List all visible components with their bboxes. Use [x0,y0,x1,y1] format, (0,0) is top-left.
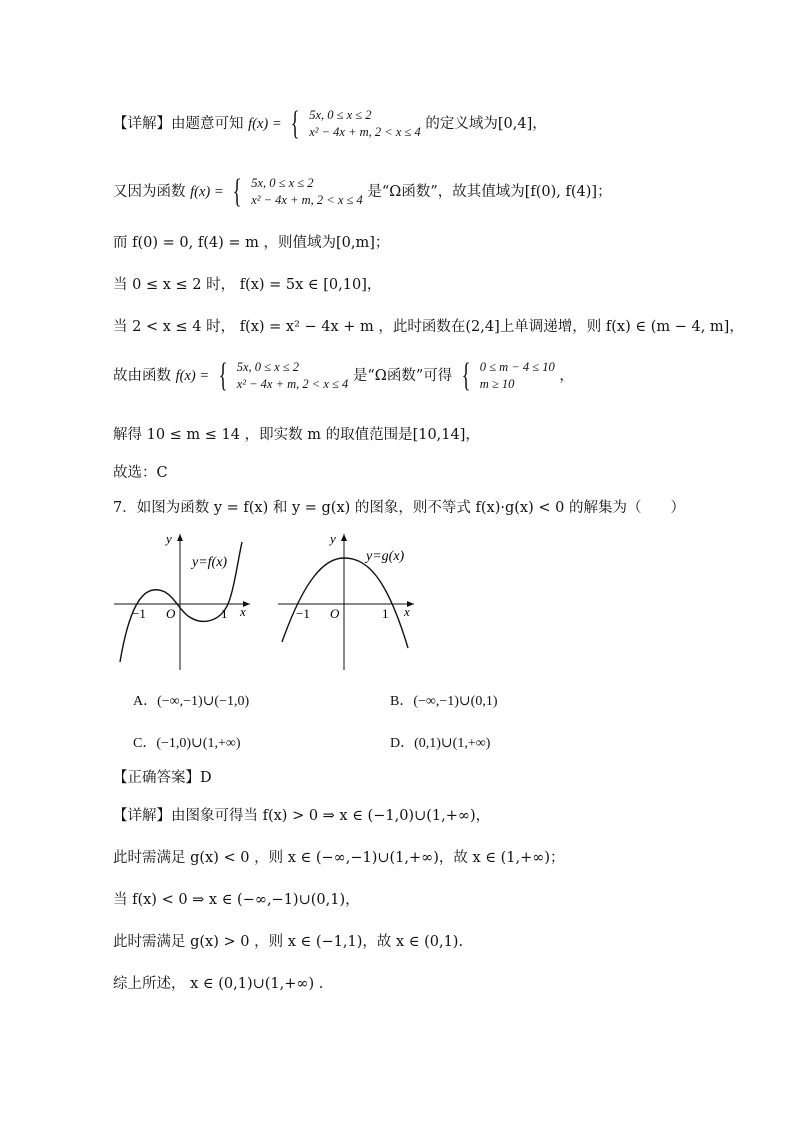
text-comma: ， [559,368,574,384]
text-condition-intro: 故由函数 [113,368,171,384]
detail-line-1: 【详解】由图象可得当 f(x) > 0 ⇒ x ∈ (−1,0)∪(1,+∞)， [113,808,491,824]
solution-line-5: 当 2 < x ≤ 4 时， f(x) = x² − 4x + m ，此时函数在(2,4]上单调递增，则 f(x) ∈ (m − 4, m]， [113,319,744,335]
choice-line: 故选：C [113,465,168,481]
solution-line-domain [113,107,547,141]
tick-1: 1 [382,606,389,621]
curve-label-g: y=g(x) [366,549,405,564]
detail-line-5: 综上所述， x ∈ (0,1)∪(1,+∞) . [113,976,324,992]
condition-1: 0 ≤ m − 4 ≤ 10 [479,360,555,374]
case-1: 5x, 0 ≤ x ≤ 2 [309,108,372,122]
y-axis-label: y [330,531,336,546]
condition-cases [480,359,555,393]
brace-symbol: { [218,357,228,394]
fx-label: f(x) = [175,368,210,384]
brace-symbol: { [290,105,300,142]
option-b[interactable]: B．(−∞,−1)∪(0,1) [390,694,498,709]
case-1: 5x, 0 ≤ x ≤ 2 [251,176,314,190]
text-range-intro: 又因为函数 [113,184,186,200]
piecewise-cases [251,175,363,209]
brace-symbol: { [232,173,242,210]
y-axis-arrow [341,534,347,541]
x-axis-label: x [404,604,410,619]
y-axis-label: y [166,531,172,546]
detail-line-2: 此时需满足 g(x) < 0 ，则 x ∈ (−∞,−1)∪(1,+∞)，故 x ∈ (1,+∞)； [113,850,565,866]
condition-2: m ≥ 10 [479,377,515,391]
fx-label: f(x) = [248,116,282,132]
text-domain-result: 的定义域为[0,4]， [425,116,547,132]
text-condition-mid: 是“Ω函数”可得 [352,368,453,384]
text-range-result: 是“Ω函数”，故其值域为[f(0), f(4)]； [367,184,612,200]
solution-line-range [113,175,612,209]
question-7: 7．如图为函数 y = f(x) 和 y = g(x) 的图象，则不等式 f(x)·g(x) < 0 的解集为（ ） [113,500,685,516]
piecewise-cases [309,107,421,141]
graph-g [274,530,419,672]
case-1: 5x, 0 ≤ x ≤ 2 [236,360,300,374]
correct-answer: 【正确答案】D [113,770,212,786]
brace-symbol: { [461,357,471,394]
solution-line-7: 解得 10 ≤ m ≤ 14 ，即实数 m 的取值范围是[10,14]， [113,427,480,443]
case-2: x² − 4x + m, 2 < x ≤ 4 [309,125,421,139]
tick-1: 1 [221,606,228,621]
text-domain-intro: 【详解】由题意可知 [113,116,244,132]
origin-label: O [166,606,176,621]
solution-line-condition [113,359,574,393]
y-axis-arrow [177,534,183,541]
option-d[interactable]: D．(0,1)∪(1,+∞) [390,736,491,751]
tick-neg1: −1 [296,606,310,621]
curve-g [282,558,408,648]
case-2: x² − 4x + m, 2 < x ≤ 4 [236,377,349,391]
curve-label-f: y=f(x) [192,555,228,570]
graph-f [110,530,255,672]
detail-line-4: 此时需满足 g(x) > 0 ，则 x ∈ (−1,1)，故 x ∈ (0,1). [113,934,464,950]
piecewise-cases [237,359,349,393]
origin-label: O [330,606,340,621]
option-a[interactable]: A．(−∞,−1)∪(−1,0) [133,694,250,709]
tick-neg1: −1 [132,606,146,621]
option-c[interactable]: C．(−1,0)∪(1,+∞) [133,736,241,751]
case-2: x² − 4x + m, 2 < x ≤ 4 [251,193,363,207]
solution-line-3: 而 f(0) = 0, f(4) = m ，则值域为[0,m]； [113,235,390,251]
x-axis-label: x [240,604,246,619]
detail-line-3: 当 f(x) < 0 ⇒ x ∈ (−∞,−1)∪(0,1)， [113,892,360,908]
fx-label: f(x) = [190,184,224,200]
solution-line-4: 当 0 ≤ x ≤ 2 时， f(x) = 5x ∈ [0,10]， [113,277,382,293]
